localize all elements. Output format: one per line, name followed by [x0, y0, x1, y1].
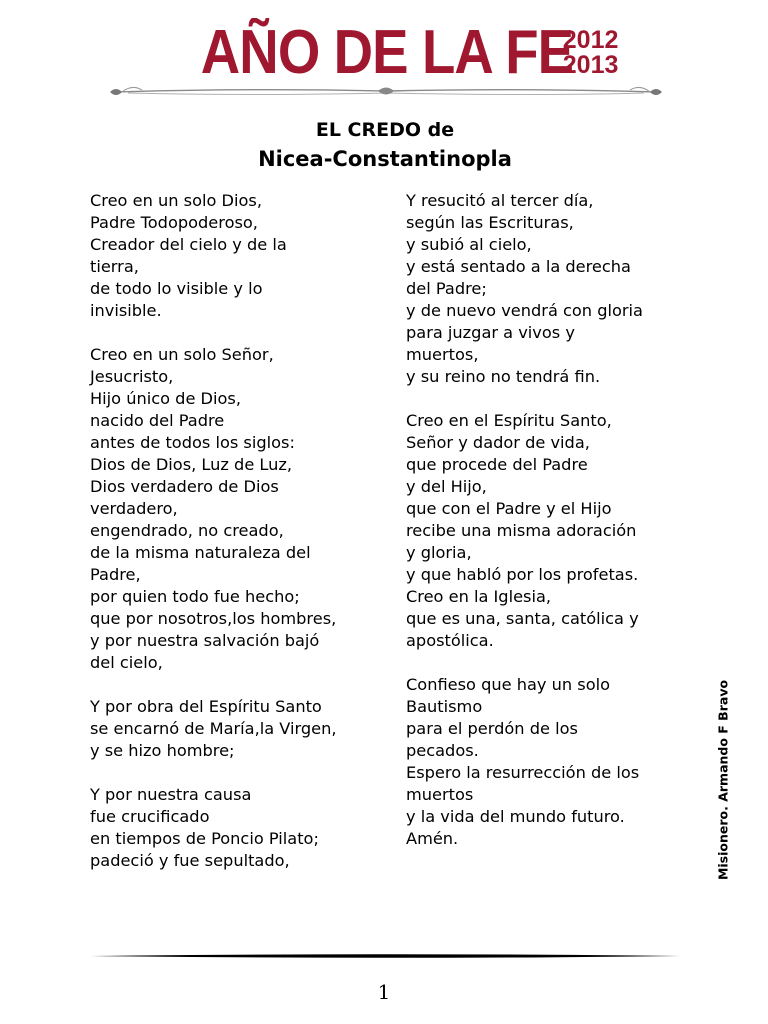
text-line: y subió al cielo, [406, 235, 532, 254]
text-line: por quien todo fue hecho; [90, 587, 300, 606]
text-line: y se hizo hombre; [90, 741, 235, 760]
text-line: Señor y dador de vida, [406, 433, 590, 452]
text-line: que es una, santa, católica y [406, 609, 639, 628]
banner-year-bottom: 2013 [562, 51, 619, 79]
text-line: de todo lo visible y lo [90, 279, 263, 298]
stanza-gap [406, 652, 706, 674]
text-line: y del Hijo, [406, 477, 487, 496]
text-line: antes de todos los siglos: [90, 433, 295, 452]
page-number: 1 [377, 980, 391, 1004]
stanza-gap [90, 674, 390, 696]
text-line: Dios de Dios, Luz de Luz, [90, 455, 293, 474]
ornamental-divider [108, 82, 664, 102]
stanza-gap [406, 388, 706, 410]
text-line: tierra, [90, 257, 139, 276]
text-line: padeció y fue sepultado, [90, 851, 290, 870]
text-line: apostólica. [406, 631, 494, 650]
text-line: en tiempos de Poncio Pilato; [90, 829, 319, 848]
text-line: verdadero, [90, 499, 178, 518]
text-line: Creo en un solo Dios, [90, 191, 262, 210]
text-line: Espero la resurrección de los [406, 763, 640, 782]
text-line: Creo en el Espíritu Santo, [406, 411, 612, 430]
text-line: según las Escrituras, [406, 213, 574, 232]
text-line: Padre, [90, 565, 141, 584]
text-line: de la misma naturaleza del [90, 543, 311, 562]
text-line: invisible. [90, 301, 162, 320]
text-line: y gloria, [406, 543, 472, 562]
text-line: Y por obra del Espíritu Santo [90, 697, 322, 716]
text-line: Creador del cielo y de la [90, 235, 287, 254]
text-line: Jesucristo, [90, 367, 174, 386]
stanza-gap [90, 762, 390, 784]
text-line: y su reino no tendrá fin. [406, 367, 601, 386]
text-line: y está sentado a la derecha [406, 257, 631, 276]
text-line: Creo en un solo Señor, [90, 345, 274, 364]
side-credit [713, 679, 733, 881]
text-line: se encarnó de María,la Virgen, [90, 719, 337, 738]
text-line: del Padre; [406, 279, 487, 298]
text-line: y que habló por los profetas. [406, 565, 639, 584]
right-text-column [406, 190, 706, 850]
text-line: que con el Padre y el Hijo [406, 499, 612, 518]
text-line: del cielo, [90, 653, 163, 672]
text-line: que procede del Padre [406, 455, 588, 474]
footer-divider [90, 951, 680, 961]
text-line: Creo en la Iglesia, [406, 587, 552, 606]
text-line: para juzgar a vivos y [406, 323, 575, 342]
text-line: muertos, [406, 345, 479, 364]
text-line: que por nosotros,los hombres, [90, 609, 337, 628]
text-line: pecados. [406, 741, 479, 760]
text-line: Y resucitó al tercer día, [406, 191, 594, 210]
text-line: Padre Todopoderoso, [90, 213, 258, 232]
text-line: Bautismo [406, 697, 483, 716]
left-text-column [90, 190, 390, 872]
text-line: Hijo único de Dios, [90, 389, 242, 408]
text-line: fue crucificado [90, 807, 210, 826]
text-line: recibe una misma adoración [406, 521, 637, 540]
banner-year-top: 2012 [562, 26, 619, 54]
text-line: Dios verdadero de Dios [90, 477, 279, 496]
text-line: nacido del Padre [90, 411, 225, 430]
text-line: y la vida del mundo futuro. [406, 807, 625, 826]
text-line: engendrado, no creado, [90, 521, 284, 540]
text-line: y por nuestra salvación bajó [90, 631, 320, 650]
stanza-gap [90, 322, 390, 344]
credo-subtitle: Nicea-Constantinopla [258, 147, 512, 171]
text-line: muertos [406, 785, 474, 804]
banner-title: AÑO DE LA FE [200, 18, 573, 87]
side-credit-text: Misionero. Armando F Bravo [715, 679, 731, 881]
text-line: Amén. [406, 829, 459, 848]
credo-title: EL CREDO de [315, 119, 455, 141]
text-line: y de nuevo vendrá con gloria [406, 301, 643, 320]
text-line: para el perdón de los [406, 719, 578, 738]
text-line: Confieso que hay un solo [406, 675, 611, 694]
year-of-faith-banner [0, 18, 768, 87]
text-line: Y por nuestra causa [90, 785, 252, 804]
